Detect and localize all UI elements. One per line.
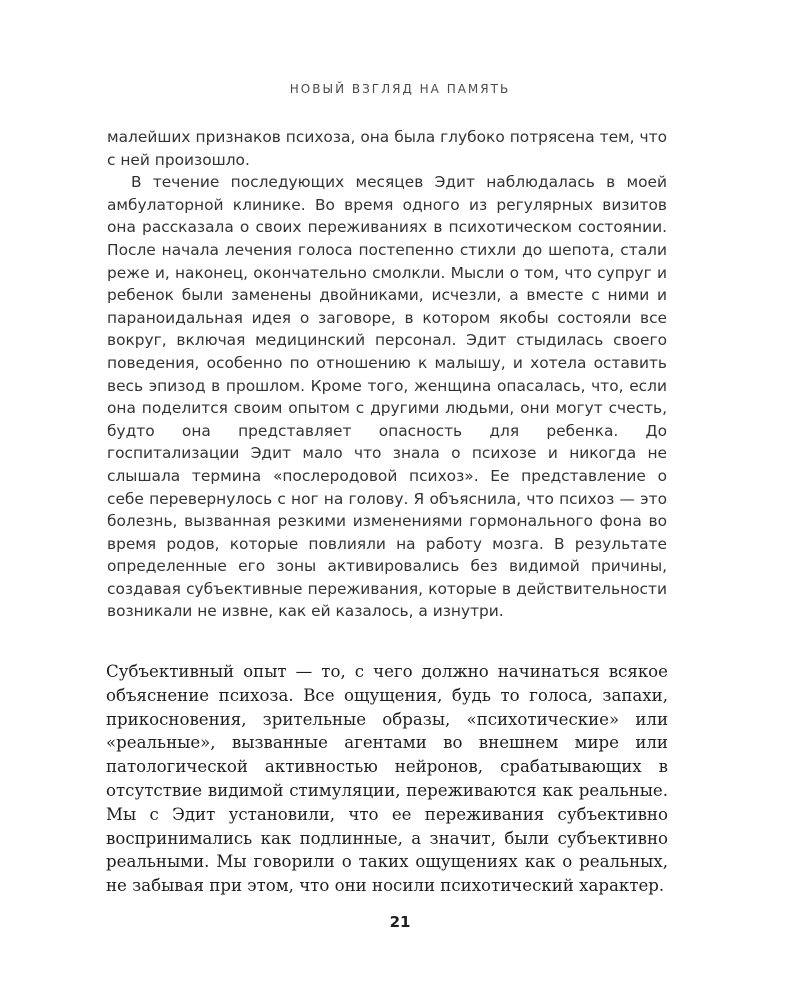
running-header: НОВЫЙ ВЗГЛЯД НА ПАМЯТЬ: [289, 82, 511, 96]
page-number: 21: [389, 913, 411, 931]
case-study-block: [107, 126, 667, 623]
main-paragraph: Субъективный опыт — то, с чего должно начинаться всякое объяснение психоза. Все ощущения, будь то голоса, запахи, прикосновения, зрительные образы, «психотические» или «реальные», вызванные агентами во внешнем мире или патологической активностью нейронов, срабатывающих в отсутствие видимой стимуляции, переживаются как реальные. Мы с Эдит установили, что ее переживания субъективно воспринимались как подлинные, а значит, были субъективно реальными. Мы говорили о таких ощущениях как о реальных, не забывая при этом, что они носили психотический характер.: [106, 662, 668, 896]
main-text-block: [106, 660, 668, 898]
case-paragraph: В течение последующих месяцев Эдит наблюдалась в моей амбулаторной клинике. Во время одного из регулярных визитов она рассказала о своих переживаниях в психотическом состоянии. После начала лечения голоса постепенно стихли до шепота, стали реже и, наконец, окончательно смолкли. Мысли о том, что супруг и ребенок были заменены двойниками, исчезли, а вместе с ними и параноидальная идея о заговоре, в котором якобы состояли все вокруг, включая медицинский персонал. Эдит стыдилась своего поведения, особенно по отношению к малышу, и хотела оставить весь эпизод в прошлом. Кроме того, женщина опасалась, что, если она поделится своим опытом с другими людьми, они могут счесть, будто она представляет опасность для ребенка. До госпитализации Эдит мало что знала о психозе и никогда не слышала термина «послеродовой психоз». Ее представление о себе перевернулось с ног на голову. Я объяснила, что психоз — это болезнь, вызванная резкими изменениями гормонального фона во время родов, которые повлияли на работу мозга. В результате определенные его зоны активировались без видимой причины, создавая субъективные переживания, которые в действительности возникали не извне, как ей казалось, а изнутри.: [107, 173, 667, 621]
case-paragraph-continuation: малейших признаков психоза, она была глубоко потрясена тем, что с ней произошло.: [107, 128, 667, 169]
